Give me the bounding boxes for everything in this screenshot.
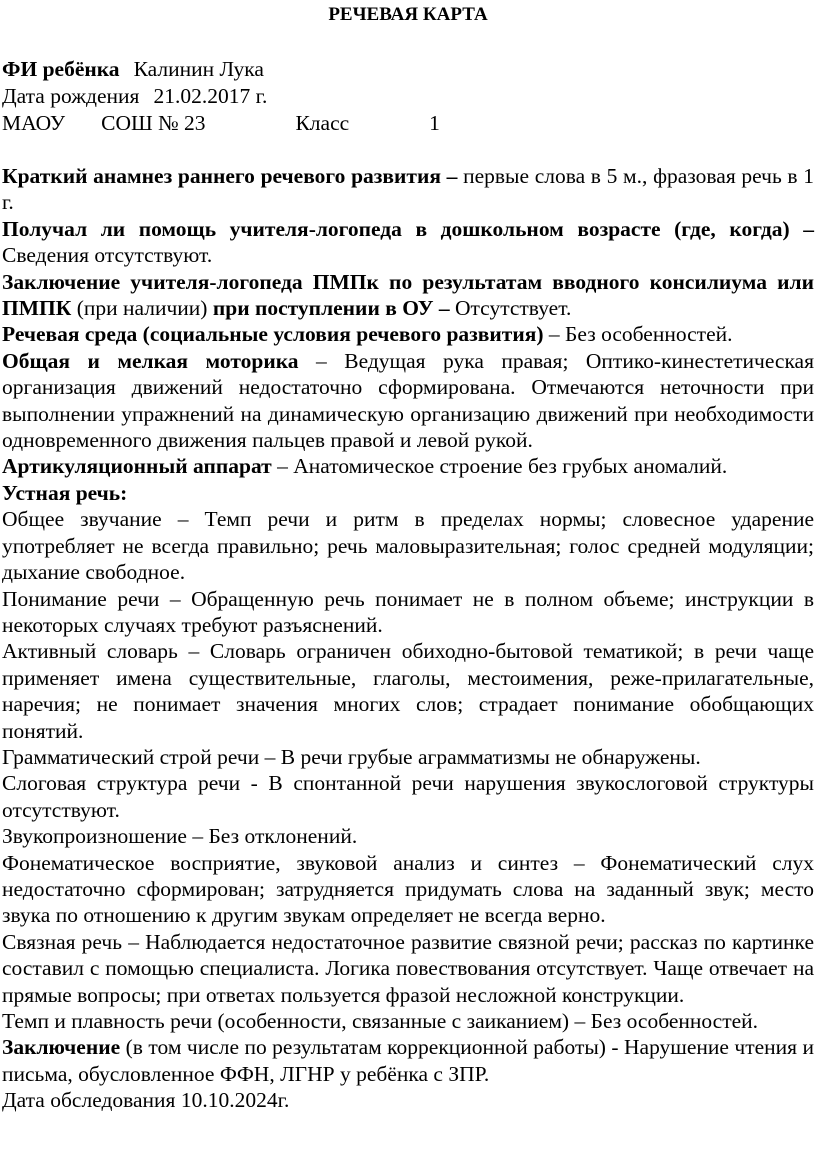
speech-environment-text: – Без особенностей. (548, 322, 733, 347)
child-name-value: Калинин Лука (133, 57, 264, 81)
document-body (2, 163, 814, 1114)
birth-date-line (2, 83, 267, 109)
school-line (2, 110, 440, 136)
therapist-help-paragraph (2, 216, 814, 269)
anamnesis-paragraph (2, 163, 814, 216)
grammar-paragraph: Грамматический строй речи – В речи грубые аграмматизмы не обнаружены. (2, 744, 701, 769)
therapist-help-label: Получал ли помощь учителя-логопеда в дошкольном возрасте (где, когда) – (2, 216, 814, 241)
coherent-speech-paragraph: Связная речь – Наблюдается недостаточное развитие связной речи; рассказ по картинке составил с помощью специалиста. Логика повествования отсутствует. Чаще отвечает на прямые вопросы; при ответах пользуется фразой несложной конструкции. (2, 929, 814, 1007)
general-sound-paragraph: Общее звучание – Темп речи и ритм в пределах нормы; словесное ударение употребляет не всегда правильно; речь маловыразительная; голос средней модуляции; дыхание свободное. (2, 507, 814, 585)
conclusion-text: (в том числе по результатам коррекционной работы) - Нарушение чтения и письма, обусловленное ФФН, ЛГНР у ребёнка с ЗПР. (2, 1035, 815, 1086)
oral-speech-heading: Устная речь: (2, 480, 128, 505)
therapist-help-text: Сведения отсутствуют. (2, 243, 213, 268)
syllable-structure-paragraph: Слоговая структура речи - В спонтанной речи нарушения звукослоговой структуры отсутствуют. (2, 771, 814, 822)
birth-date-value: 21.02.2017 г. (153, 84, 268, 108)
understanding-paragraph: Понимание речи – Обращенную речь понимает не в полном объеме; инструкции в некоторых случаях требуют разъяснений. (2, 586, 814, 637)
phonemic-paragraph: Фонематическое восприятие, звуковой анализ и синтез – Фонематический слух недостаточно сформирован; затрудняется придумать слова на заданный звук; место звука по отношению к другим звукам определяет не всегда верно. (2, 850, 814, 928)
motor-skills-text: – Ведущая рука правая; Оптико-кинестетическая организация движений недостаточно сформирована. Отмечаются неточности при выполнении упражнений на динамическую организацию движений при необходимости одновременного движения пальцев правой и левой рукой. (2, 348, 814, 453)
pmpk-text: Отсутствует. (455, 296, 572, 321)
anamnesis-text: первые слова в 5 м., фразовая речь в 1 г. (2, 164, 814, 215)
exam-date: Дата обследования 10.10.2024г. (2, 1088, 290, 1113)
tempo-paragraph: Темп и плавность речи (особенности, связанные с заиканием) – Без особенностей. (2, 1009, 759, 1033)
motor-skills-label: Общая и мелкая моторика (2, 348, 299, 373)
articulation-label: Артикуляционный аппарат (2, 454, 272, 479)
pmpk-mid: (при наличии) (76, 296, 208, 321)
conclusion-label: Заключение (2, 1035, 121, 1060)
birth-date-label: Дата рождения (2, 84, 140, 108)
pmpk-label-a: Заключение учителя-логопеда ПМПк по результатам вводного консилиума или ПМПК (2, 269, 814, 321)
pronunciation-paragraph: Звукопроизношение – Без отклонений. (2, 824, 358, 849)
anamnesis-label: Краткий анамнез раннего речевого развития – (2, 164, 458, 188)
speech-environment-label: Речевая среда (социальные условия речевого развития) (2, 322, 544, 347)
class-label: Класс (295, 111, 350, 135)
school-number: СОШ № 23 (101, 111, 206, 135)
child-name-line (2, 56, 264, 82)
org-type: МАОУ (2, 111, 66, 135)
document-title: РЕЧЕВАЯ КАРТА (328, 4, 488, 25)
articulation-paragraph (2, 453, 814, 479)
motor-skills-paragraph (2, 348, 814, 454)
child-name-label: ФИ ребёнка (2, 57, 120, 81)
pmpk-label-b: при поступлении в ОУ – (212, 296, 450, 321)
speech-environment-paragraph (2, 321, 814, 347)
articulation-text: – Анатомическое строение без грубых аномалий. (277, 454, 728, 479)
vocabulary-paragraph: Активный словарь – Словарь ограничен обиходно-бытовой тематикой; в речи чаще применяет имена существительные, глаголы, местоимения, реже-прилагательные, наречия; не понимает значения многих слов; страдает понимание обобщающих понятий. (2, 639, 814, 743)
pmpk-paragraph (2, 269, 814, 322)
conclusion-paragraph (2, 1034, 814, 1087)
class-value: 1 (429, 111, 440, 135)
